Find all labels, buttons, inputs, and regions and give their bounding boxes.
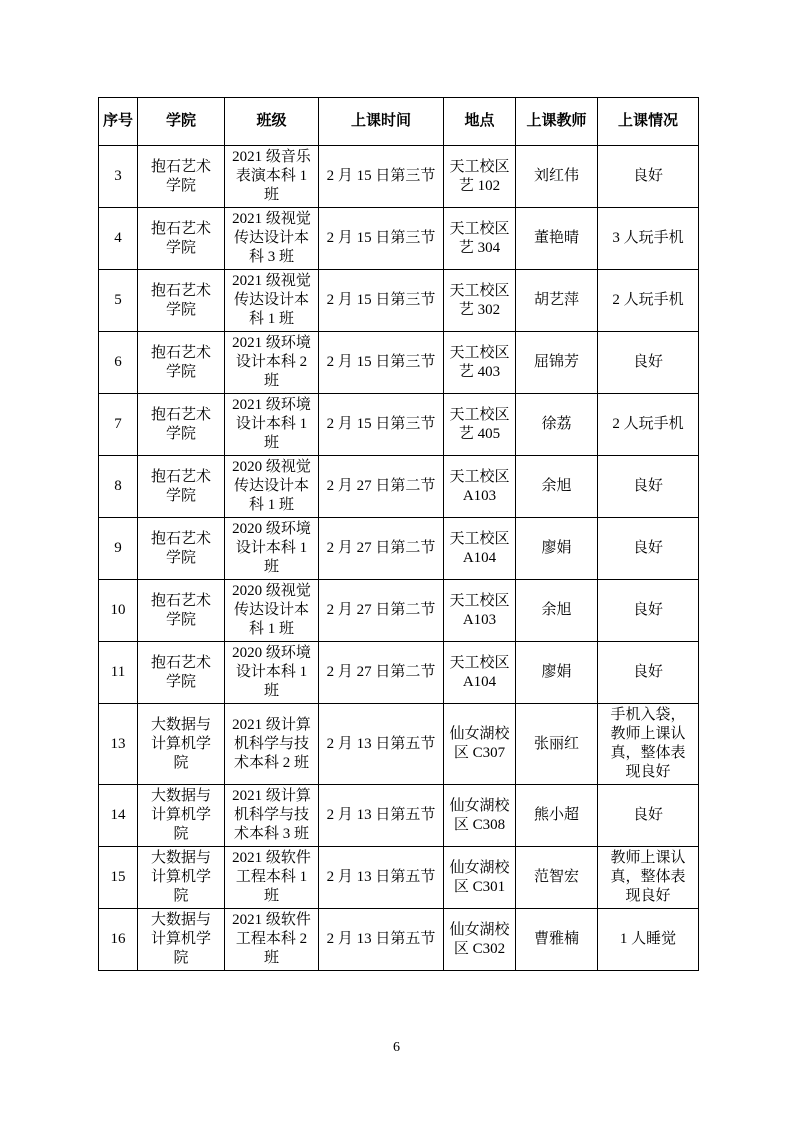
cell-teacher: 屈锦芳 [516,332,598,394]
cell-location: 天工校区艺 302 [444,270,516,332]
cell-status: 良好 [598,785,699,847]
header-cell-teacher: 上课教师 [516,98,598,146]
cell-time: 2 月 13 日第五节 [319,785,444,847]
cell-college: 大数据与计算机学院 [138,704,225,785]
cell-location: 仙女湖校区 C307 [444,704,516,785]
cell-class: 2020 级视觉传达设计本科 1 班 [225,456,319,518]
cell-class: 2021 级软件工程本科 1 班 [225,847,319,909]
cell-no: 8 [99,456,138,518]
cell-no: 5 [99,270,138,332]
cell-status: 3 人玩手机 [598,208,699,270]
cell-class: 2021 级计算机科学与技术本科 2 班 [225,704,319,785]
cell-college: 抱石艺术学院 [138,518,225,580]
cell-status: 手机入袋，教师上课认真，整体表现良好 [598,704,699,785]
cell-college: 抱石艺术学院 [138,208,225,270]
cell-class: 2021 级视觉传达设计本科 1 班 [225,270,319,332]
cell-status: 1 人睡觉 [598,909,699,971]
table-row [99,847,699,909]
cell-location: 天工校区艺 102 [444,146,516,208]
cell-status: 教师上课认真，整体表现良好 [598,847,699,909]
header-cell-location: 地点 [444,98,516,146]
cell-no: 7 [99,394,138,456]
page-number: 6 [393,1040,400,1055]
header-cell-class: 班级 [225,98,319,146]
cell-college: 抱石艺术学院 [138,270,225,332]
table-row [99,909,699,971]
cell-time: 2 月 15 日第三节 [319,332,444,394]
cell-time: 2 月 15 日第三节 [319,208,444,270]
cell-location: 天工校区 A103 [444,456,516,518]
cell-status: 2 人玩手机 [598,270,699,332]
header-cell-no: 序号 [99,98,138,146]
cell-no: 3 [99,146,138,208]
cell-time: 2 月 15 日第三节 [319,394,444,456]
table-row [99,394,699,456]
cell-location: 天工校区 A104 [444,518,516,580]
cell-no: 13 [99,704,138,785]
cell-class: 2020 级环境设计本科 1 班 [225,642,319,704]
cell-time: 2 月 13 日第五节 [319,704,444,785]
cell-time: 2 月 15 日第三节 [319,146,444,208]
cell-class: 2021 级视觉传达设计本科 3 班 [225,208,319,270]
cell-no: 15 [99,847,138,909]
cell-location: 天工校区艺 304 [444,208,516,270]
cell-location: 仙女湖校区 C308 [444,785,516,847]
cell-status: 良好 [598,518,699,580]
table-row [99,332,699,394]
cell-location: 仙女湖校区 C301 [444,847,516,909]
table-row [99,704,699,785]
table-body [99,146,699,971]
cell-college: 大数据与计算机学院 [138,785,225,847]
cell-teacher: 董艳晴 [516,208,598,270]
cell-no: 10 [99,580,138,642]
cell-college: 抱石艺术学院 [138,146,225,208]
table-row [99,208,699,270]
table-row [99,580,699,642]
table-row [99,146,699,208]
class-inspection-table [98,97,699,971]
table-row [99,518,699,580]
cell-teacher: 熊小超 [516,785,598,847]
cell-class: 2021 级计算机科学与技术本科 3 班 [225,785,319,847]
cell-class: 2021 级环境设计本科 2 班 [225,332,319,394]
cell-no: 4 [99,208,138,270]
cell-location: 天工校区 A104 [444,642,516,704]
cell-no: 14 [99,785,138,847]
table-row [99,785,699,847]
cell-college: 抱石艺术学院 [138,580,225,642]
cell-class: 2021 级软件工程本科 2 班 [225,909,319,971]
cell-college: 大数据与计算机学院 [138,847,225,909]
cell-teacher: 刘红伟 [516,146,598,208]
cell-college: 抱石艺术学院 [138,394,225,456]
cell-time: 2 月 27 日第二节 [319,580,444,642]
cell-college: 大数据与计算机学院 [138,909,225,971]
table-row [99,642,699,704]
cell-status: 良好 [598,456,699,518]
cell-teacher: 余旭 [516,456,598,518]
cell-college: 抱石艺术学院 [138,332,225,394]
cell-college: 抱石艺术学院 [138,642,225,704]
cell-time: 2 月 27 日第二节 [319,456,444,518]
table-row [99,270,699,332]
cell-status: 良好 [598,332,699,394]
cell-location: 天工校区艺 405 [444,394,516,456]
table-row [99,456,699,518]
cell-status: 2 人玩手机 [598,394,699,456]
cell-status: 良好 [598,642,699,704]
cell-status: 良好 [598,146,699,208]
cell-class: 2021 级音乐表演本科 1 班 [225,146,319,208]
cell-class: 2020 级视觉传达设计本科 1 班 [225,580,319,642]
cell-location: 天工校区艺 403 [444,332,516,394]
cell-location: 仙女湖校区 C302 [444,909,516,971]
cell-class: 2020 级环境设计本科 1 班 [225,518,319,580]
cell-teacher: 廖娟 [516,642,598,704]
cell-no: 11 [99,642,138,704]
cell-time: 2 月 27 日第二节 [319,518,444,580]
cell-teacher: 胡艺萍 [516,270,598,332]
cell-teacher: 曹雅楠 [516,909,598,971]
cell-teacher: 张丽红 [516,704,598,785]
cell-college: 抱石艺术学院 [138,456,225,518]
cell-time: 2 月 15 日第三节 [319,270,444,332]
cell-teacher: 范智宏 [516,847,598,909]
cell-teacher: 徐荔 [516,394,598,456]
cell-time: 2 月 13 日第五节 [319,847,444,909]
cell-class: 2021 级环境设计本科 1 班 [225,394,319,456]
cell-teacher: 廖娟 [516,518,598,580]
cell-time: 2 月 13 日第五节 [319,909,444,971]
table-header-row [99,98,699,146]
cell-no: 6 [99,332,138,394]
cell-teacher: 余旭 [516,580,598,642]
cell-no: 9 [99,518,138,580]
cell-location: 天工校区 A103 [444,580,516,642]
header-cell-status: 上课情况 [598,98,699,146]
header-cell-time: 上课时间 [319,98,444,146]
cell-status: 良好 [598,580,699,642]
cell-no: 16 [99,909,138,971]
cell-time: 2 月 27 日第二节 [319,642,444,704]
header-cell-college: 学院 [138,98,225,146]
